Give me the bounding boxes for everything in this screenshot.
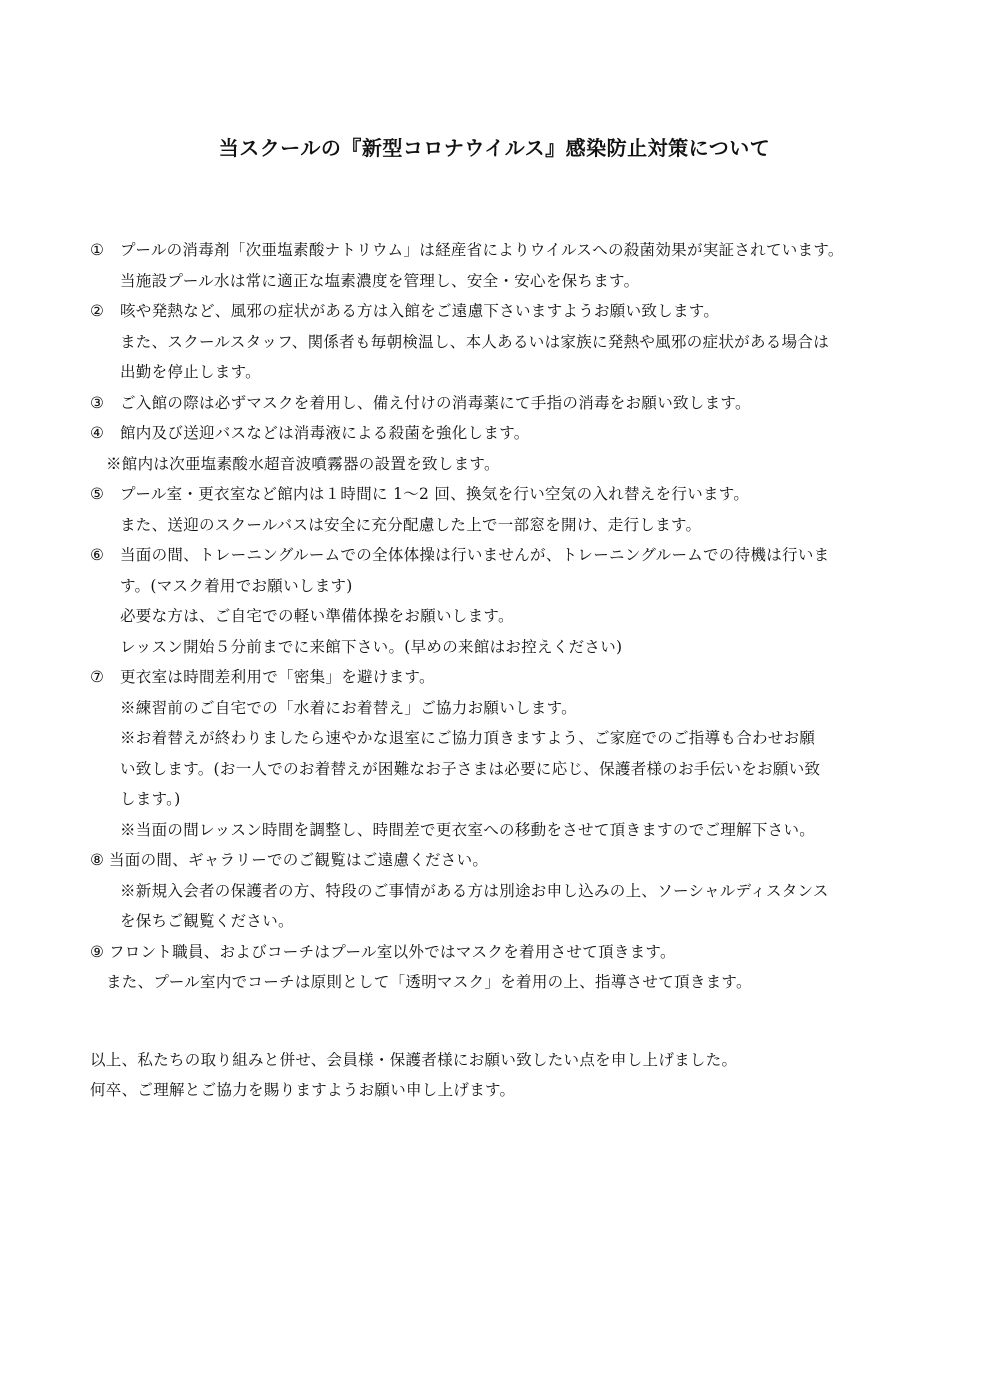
item-line: 当面の間、トレーニングルームでの全体体操は行いませんが、トレーニングルームでの待機は行いま	[120, 546, 830, 564]
item-line: ※新規入会者の保護者の方、特段のご事情がある方は別途お申し込みの上、ソーシャルディスタンス	[120, 881, 829, 900]
item-line: また、スクールスタッフ、関係者も毎朝検温し、本人あるいは家族に発熱や風邪の症状がある場合は	[120, 332, 829, 351]
item-line: ※館内は次亜塩素酸水超音波噴霧器の設置を致します。	[106, 454, 500, 473]
item-line: 咳や発熱など、風邪の症状がある方は入館をご遠慮下さいますようお願い致します。	[120, 302, 720, 320]
item-line: フロント職員、およびコーチはプール室以外ではマスクを着用させて頂きます。	[109, 942, 676, 961]
item-line: また、送迎のスクールバスは安全に充分配慮した上で一部窓を開け、走行します。	[120, 515, 702, 534]
item-line: レッスン開始５分前までに来館下さい。(早めの来館はお控えください)	[120, 637, 623, 656]
item-marker: ②	[90, 302, 104, 320]
item-marker: ④	[90, 424, 104, 442]
item-marker: ①	[90, 241, 104, 259]
item-line: プール室・更衣室など館内は１時間に 1～2 回、換気を行い空気の入れ替えを行います。	[120, 485, 750, 503]
item-marker: ③	[90, 393, 104, 412]
item-marker: ⑨	[90, 942, 104, 961]
item-line: す。(マスク着用でお願いします)	[120, 576, 353, 595]
item-line: を保ちご観覧ください。	[120, 912, 294, 930]
item-line: 更衣室は時間差利用で「密集」を避けます。	[120, 668, 435, 686]
item-line: 必要な方は、ご自宅での軽い準備体操をお願いします。	[120, 607, 514, 625]
item-line: い致します。(お一人でのお着替えが困難なお子さまは必要に応じ、保護者様のお手伝いをお願い致	[120, 759, 821, 778]
item-marker: ⑥	[90, 546, 104, 564]
item-line: 館内及び送迎バスなどは消毒液による殺菌を強化します。	[120, 424, 530, 442]
item-line: また、プール室内でコーチは原則として「透明マスク」を着用の上、指導させて頂きます。	[106, 973, 752, 991]
item-line: ※練習前のご自宅での「水着にお着替え」ご協力お願いします。	[120, 698, 577, 717]
item-line: ※お着替えが終わりましたら速やかな退室にご協力頂きますよう、ご家庭でのご指導も合わせお願	[120, 729, 816, 747]
item-line: ※当面の間レッスン時間を調整し、時間差で更衣室への移動をさせて頂きますのでご理解下さい。	[120, 820, 816, 839]
item-marker: ⑤	[90, 485, 104, 503]
closing-line: 何卒、ご理解とご協力を賜りますようお願い申し上げます。	[90, 1081, 516, 1099]
item-line: 出勤を停止します。	[120, 363, 261, 381]
item-line: 当面の間、ギャラリーでのご観覧はご遠慮ください。	[109, 851, 489, 869]
item-line: ご入館の際は必ずマスクを着用し、備え付けの消毒薬にて手指の消毒をお願い致します。	[120, 393, 751, 412]
item-line: 当施設プール水は常に適正な塩素濃度を管理し、安全・安心を保ちます。	[120, 271, 640, 290]
closing-line: 以上、私たちの取り組みと併せ、会員様・保護者様にお願い致したい点を申し上げました。	[90, 1050, 738, 1069]
item-marker: ⑧	[90, 851, 104, 869]
item-line: します。)	[120, 790, 181, 808]
item-line: プールの消毒剤「次亜塩素酸ナトリウム」は経産省によりウイルスへの殺菌効果が実証されています。	[120, 241, 844, 259]
item-marker: ⑦	[90, 668, 104, 686]
document-title: 当スクールの『新型コロナウイルス』感染防止対策について	[218, 136, 771, 160]
